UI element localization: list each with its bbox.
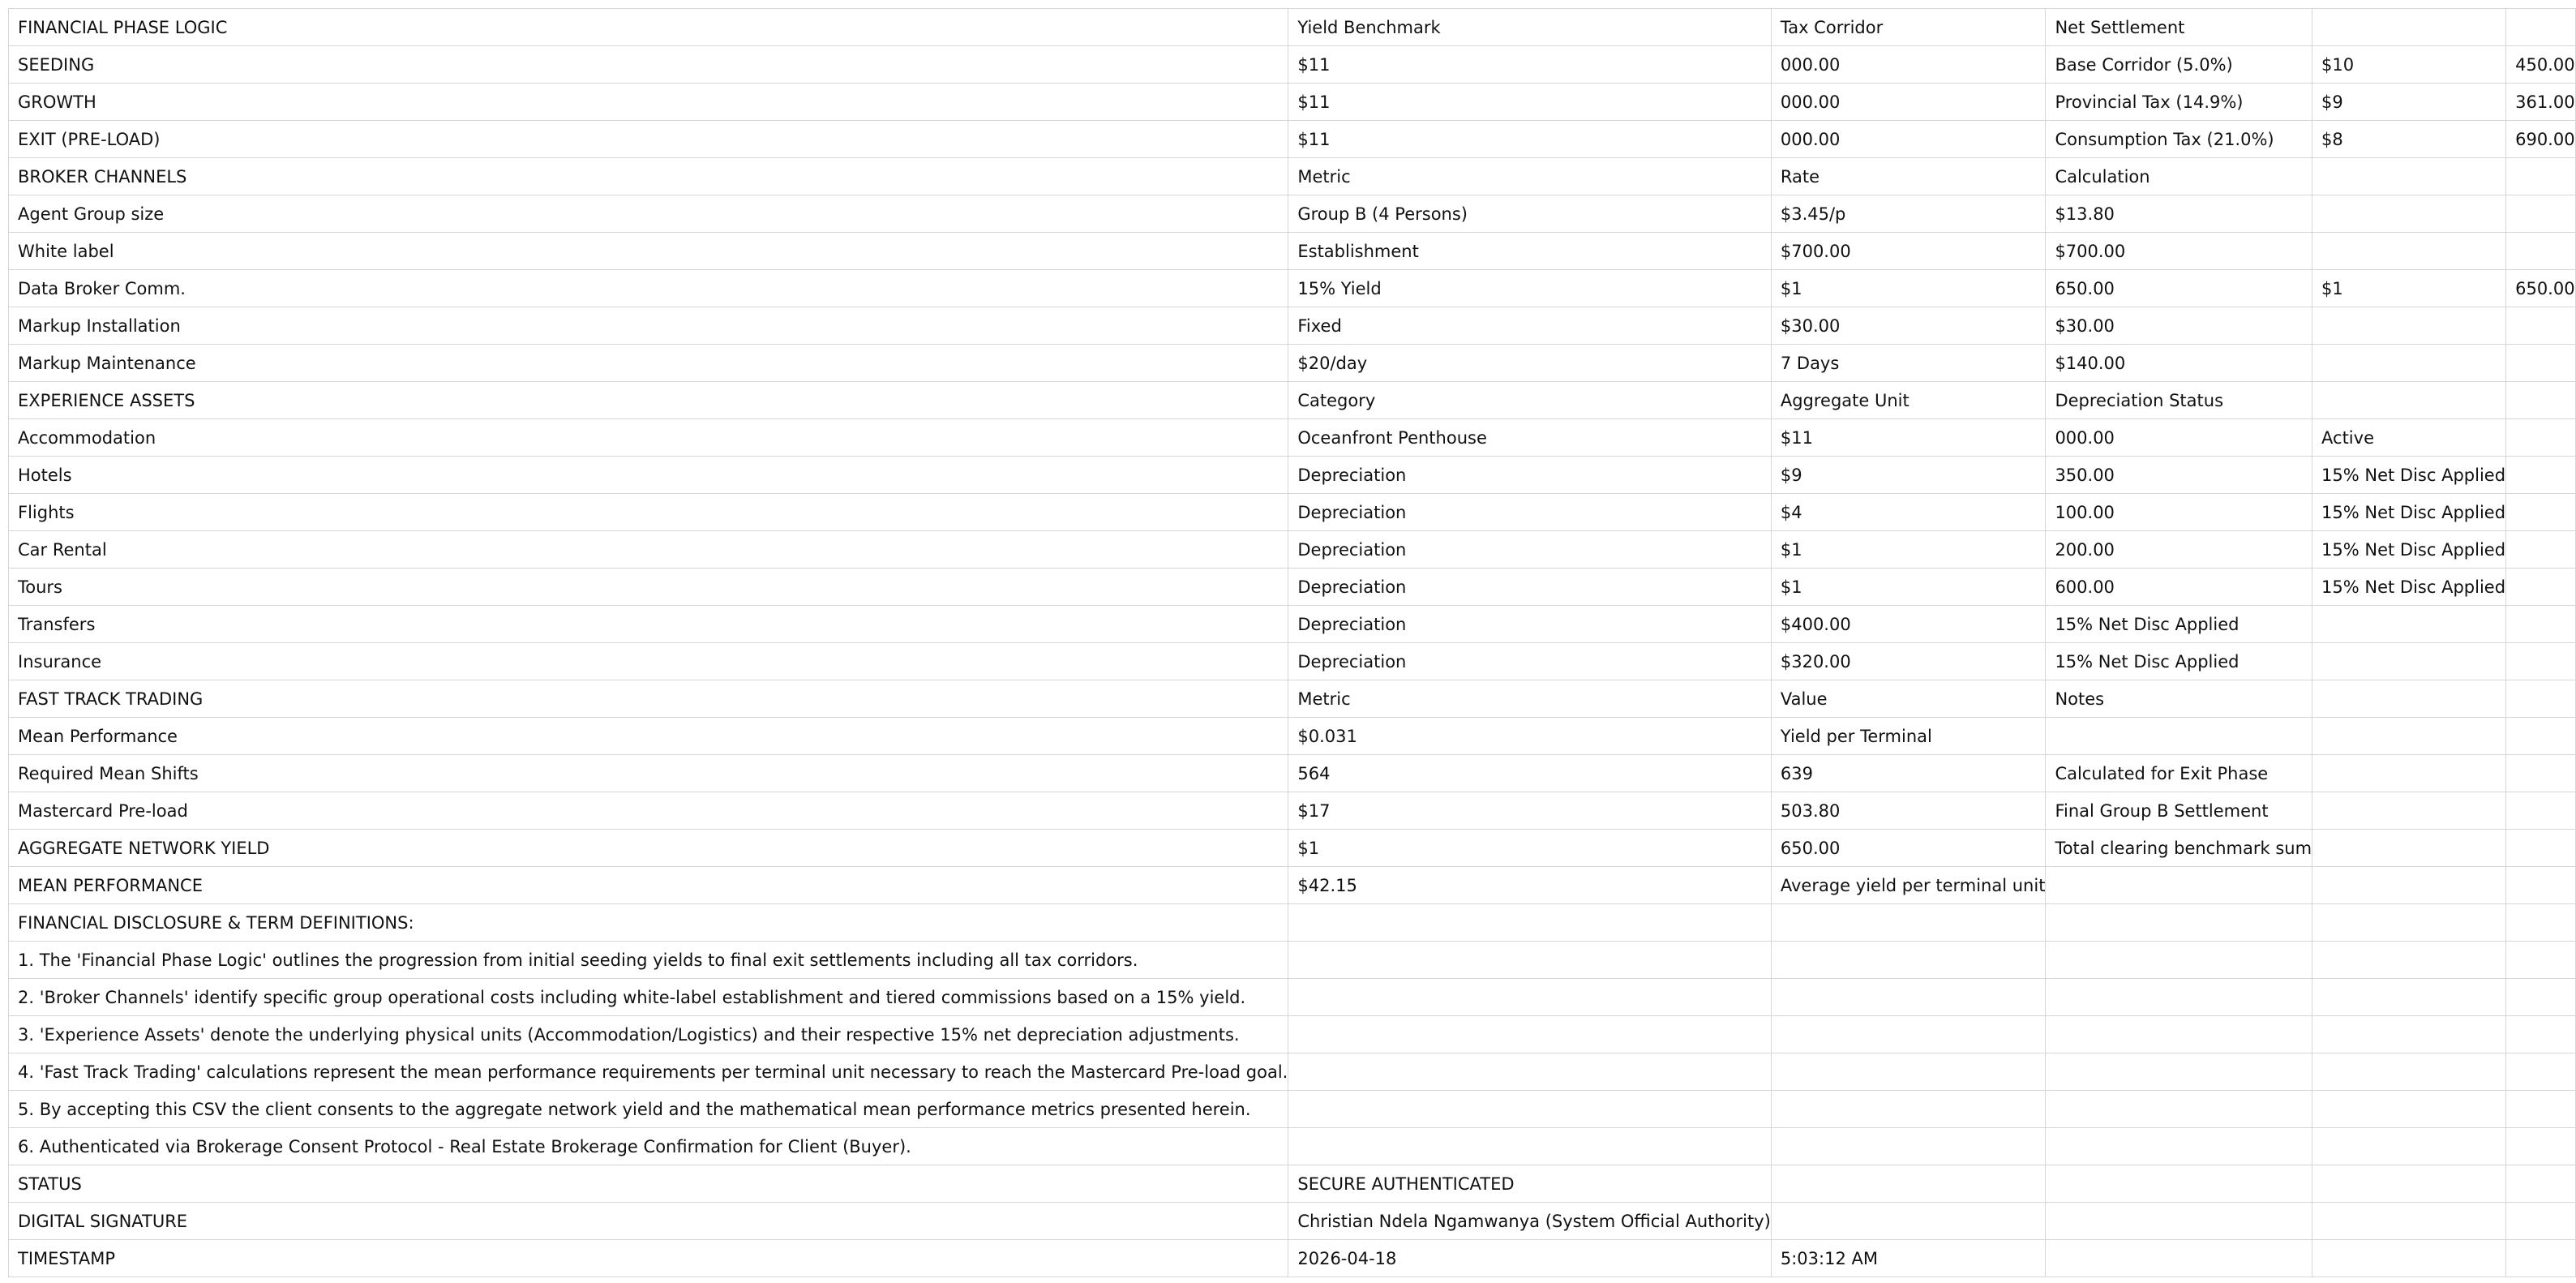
table-cell[interactable]: 15% Net Disc Applied bbox=[2312, 569, 2506, 606]
table-cell[interactable]: Accommodation bbox=[9, 419, 1288, 457]
table-cell[interactable]: 100.00 bbox=[2046, 494, 2312, 531]
table-cell[interactable]: 15% Net Disc Applied bbox=[2312, 457, 2506, 494]
table-cell[interactable]: $4 bbox=[1771, 494, 2046, 531]
table-cell[interactable]: $9 bbox=[1771, 457, 2046, 494]
table-cell[interactable] bbox=[2506, 158, 2576, 195]
table-cell[interactable]: 000.00 bbox=[1771, 121, 2046, 158]
table-cell[interactable]: $10 bbox=[2312, 46, 2506, 84]
table-cell[interactable] bbox=[2046, 1240, 2312, 1277]
table-row bbox=[9, 792, 2576, 830]
table-row bbox=[9, 1053, 2576, 1091]
table-row bbox=[9, 718, 2576, 755]
table-row bbox=[9, 270, 2576, 307]
table-cell[interactable]: 15% Net Disc Applied bbox=[2312, 531, 2506, 569]
table-row bbox=[9, 1240, 2576, 1277]
table-cell[interactable]: 503.80 bbox=[1771, 792, 2046, 830]
table-cell[interactable] bbox=[1288, 1053, 1772, 1091]
table-row bbox=[9, 121, 2576, 158]
table-cell[interactable] bbox=[2506, 494, 2576, 531]
table-cell[interactable] bbox=[2506, 9, 2576, 46]
table-cell[interactable] bbox=[2506, 718, 2576, 755]
table-cell[interactable] bbox=[2312, 792, 2506, 830]
table-cell[interactable] bbox=[2312, 1128, 2506, 1165]
table-cell[interactable]: MEAN PERFORMANCE bbox=[9, 867, 1288, 904]
table-row bbox=[9, 195, 2576, 233]
table-cell[interactable] bbox=[2506, 382, 2576, 419]
table-row bbox=[9, 680, 2576, 718]
table-cell[interactable] bbox=[2506, 1203, 2576, 1240]
table-cell[interactable]: Hotels bbox=[9, 457, 1288, 494]
table-cell[interactable] bbox=[2506, 1165, 2576, 1203]
table-cell[interactable] bbox=[1288, 942, 1772, 979]
table-cell[interactable]: Notes bbox=[2046, 680, 2312, 718]
table-cell[interactable]: EXIT (PRE-LOAD) bbox=[9, 121, 1288, 158]
table-cell[interactable]: 2026-04-18 bbox=[1288, 1240, 1772, 1277]
table-cell[interactable]: 690.00 bbox=[2506, 121, 2576, 158]
table-cell[interactable]: $0.031 bbox=[1288, 718, 1772, 755]
table-cell[interactable]: Average yield per terminal unit bbox=[1771, 867, 2046, 904]
table-row bbox=[9, 755, 2576, 792]
table-cell[interactable]: $1 bbox=[1288, 830, 1772, 867]
table-cell[interactable]: SECURE AUTHENTICATED bbox=[1288, 1165, 1772, 1203]
table-cell[interactable] bbox=[2506, 419, 2576, 457]
table-row bbox=[9, 233, 2576, 270]
table-cell[interactable]: $320.00 bbox=[1771, 643, 2046, 680]
table-cell[interactable] bbox=[2506, 1053, 2576, 1091]
table-cell[interactable] bbox=[2046, 718, 2312, 755]
table-row bbox=[9, 457, 2576, 494]
table-cell[interactable]: Agent Group size bbox=[9, 195, 1288, 233]
table-cell[interactable]: $13.80 bbox=[2046, 195, 2312, 233]
table-cell[interactable] bbox=[1288, 1128, 1772, 1165]
table-cell[interactable] bbox=[2506, 979, 2576, 1016]
table-cell[interactable] bbox=[2506, 606, 2576, 643]
table-cell[interactable]: 2. 'Broker Channels' identify specific group operational costs including white-label establishment and tiered commissions based on a 15% yield. bbox=[9, 979, 1288, 1016]
table-cell[interactable] bbox=[2046, 1128, 2312, 1165]
table-cell[interactable]: 4. 'Fast Track Trading' calculations represent the mean performance requirements per terminal unit necessary to reach the Mastercard Pre-load goal. bbox=[9, 1053, 1288, 1091]
table-cell[interactable]: Calculated for Exit Phase bbox=[2046, 755, 2312, 792]
table-cell[interactable]: Mastercard Pre-load bbox=[9, 792, 1288, 830]
table-row bbox=[9, 643, 2576, 680]
table-cell[interactable] bbox=[1288, 1016, 1772, 1053]
table-cell[interactable] bbox=[2312, 830, 2506, 867]
table-cell[interactable]: $42.15 bbox=[1288, 867, 1772, 904]
table-cell[interactable] bbox=[2312, 307, 2506, 345]
table-cell[interactable] bbox=[1771, 904, 2046, 942]
table-cell[interactable] bbox=[1771, 1165, 2046, 1203]
table-cell[interactable]: 639 bbox=[1771, 755, 2046, 792]
table-cell[interactable] bbox=[1771, 1091, 2046, 1128]
table-cell[interactable]: Tours bbox=[9, 569, 1288, 606]
table-cell[interactable]: 15% Net Disc Applied bbox=[2312, 494, 2506, 531]
table-cell[interactable] bbox=[2312, 345, 2506, 382]
table-cell[interactable]: 15% Yield bbox=[1288, 270, 1772, 307]
table-row bbox=[9, 1203, 2576, 1240]
table-cell[interactable]: Depreciation bbox=[1288, 457, 1772, 494]
table-cell[interactable] bbox=[2506, 942, 2576, 979]
table-row bbox=[9, 84, 2576, 121]
table-cell[interactable] bbox=[2312, 755, 2506, 792]
table-cell[interactable]: 450.00 bbox=[2506, 46, 2576, 84]
table-cell[interactable] bbox=[2312, 904, 2506, 942]
table-cell[interactable]: 6. Authenticated via Brokerage Consent Protocol - Real Estate Brokerage Confirmation for Client (Buyer). bbox=[9, 1128, 1288, 1165]
table-cell[interactable]: Depreciation bbox=[1288, 643, 1772, 680]
table-cell[interactable]: 350.00 bbox=[2046, 457, 2312, 494]
table-cell[interactable] bbox=[2312, 606, 2506, 643]
table-cell[interactable]: Depreciation bbox=[1288, 606, 1772, 643]
table-cell[interactable]: Calculation bbox=[2046, 158, 2312, 195]
table-cell[interactable] bbox=[2312, 867, 2506, 904]
table-cell[interactable]: 564 bbox=[1288, 755, 1772, 792]
table-cell[interactable]: 7 Days bbox=[1771, 345, 2046, 382]
table-cell[interactable]: Net Settlement bbox=[2046, 9, 2312, 46]
table-cell[interactable] bbox=[2506, 1016, 2576, 1053]
table-cell[interactable] bbox=[2312, 195, 2506, 233]
table-cell[interactable]: Yield Benchmark bbox=[1288, 9, 1772, 46]
table-cell[interactable]: 650.00 bbox=[2046, 270, 2312, 307]
table-row bbox=[9, 419, 2576, 457]
table-cell[interactable] bbox=[2312, 1091, 2506, 1128]
table-cell[interactable] bbox=[2046, 1091, 2312, 1128]
table-cell[interactable]: $140.00 bbox=[2046, 345, 2312, 382]
table-cell[interactable]: AGGREGATE NETWORK YIELD bbox=[9, 830, 1288, 867]
table-cell[interactable]: $1 bbox=[1771, 270, 2046, 307]
table-cell[interactable] bbox=[2506, 643, 2576, 680]
table-cell[interactable]: Depreciation bbox=[1288, 569, 1772, 606]
table-cell[interactable]: Data Broker Comm. bbox=[9, 270, 1288, 307]
table-cell[interactable]: TIMESTAMP bbox=[9, 1240, 1288, 1277]
table-cell[interactable] bbox=[2506, 904, 2576, 942]
table-cell[interactable]: 600.00 bbox=[2046, 569, 2312, 606]
table-cell[interactable] bbox=[1288, 979, 1772, 1016]
table-cell[interactable]: FAST TRACK TRADING bbox=[9, 680, 1288, 718]
table-cell[interactable] bbox=[2046, 867, 2312, 904]
table-cell[interactable]: Insurance bbox=[9, 643, 1288, 680]
table-cell[interactable] bbox=[2312, 382, 2506, 419]
table-cell[interactable]: $30.00 bbox=[2046, 307, 2312, 345]
table-cell[interactable]: $11 bbox=[1288, 121, 1772, 158]
table-cell[interactable] bbox=[2312, 718, 2506, 755]
table-cell[interactable]: Metric bbox=[1288, 158, 1772, 195]
table-cell[interactable] bbox=[1288, 904, 1772, 942]
table-cell[interactable] bbox=[2312, 680, 2506, 718]
table-cell[interactable]: Fixed bbox=[1288, 307, 1772, 345]
table-cell[interactable]: $3.45/p bbox=[1771, 195, 2046, 233]
table-cell[interactable]: Markup Maintenance bbox=[9, 345, 1288, 382]
table-cell[interactable] bbox=[2312, 233, 2506, 270]
table-cell[interactable]: $8 bbox=[2312, 121, 2506, 158]
table-cell[interactable]: Christian Ndela Ngamwanya (System Official Authority) bbox=[1288, 1203, 1772, 1240]
table-cell[interactable] bbox=[2506, 830, 2576, 867]
table-cell[interactable]: Provincial Tax (14.9%) bbox=[2046, 84, 2312, 121]
table-row bbox=[9, 569, 2576, 606]
table-cell[interactable]: Mean Performance bbox=[9, 718, 1288, 755]
table-cell[interactable] bbox=[2046, 1165, 2312, 1203]
table-cell[interactable]: Depreciation bbox=[1288, 531, 1772, 569]
table-row bbox=[9, 904, 2576, 942]
table-cell[interactable]: $11 bbox=[1288, 46, 1772, 84]
table-cell[interactable]: FINANCIAL DISCLOSURE & TERM DEFINITIONS: bbox=[9, 904, 1288, 942]
table-cell[interactable] bbox=[2506, 680, 2576, 718]
table-cell[interactable] bbox=[2312, 643, 2506, 680]
table-cell[interactable] bbox=[2046, 979, 2312, 1016]
table-cell[interactable]: 650.00 bbox=[1771, 830, 2046, 867]
table-row bbox=[9, 942, 2576, 979]
table-row bbox=[9, 979, 2576, 1016]
table-cell[interactable]: $20/day bbox=[1288, 345, 1772, 382]
table-cell[interactable] bbox=[1771, 1203, 2046, 1240]
table-row bbox=[9, 1128, 2576, 1165]
table-cell[interactable]: Car Rental bbox=[9, 531, 1288, 569]
table-cell[interactable] bbox=[1771, 1128, 2046, 1165]
table-row bbox=[9, 1165, 2576, 1203]
table-row bbox=[9, 46, 2576, 84]
table-cell[interactable]: 650.00 bbox=[2506, 270, 2576, 307]
table-cell[interactable]: Category bbox=[1288, 382, 1772, 419]
table-row bbox=[9, 158, 2576, 195]
table-cell[interactable]: $1 bbox=[2312, 270, 2506, 307]
table-cell[interactable]: Yield per Terminal bbox=[1771, 718, 2046, 755]
table-cell[interactable] bbox=[1288, 1091, 1772, 1128]
table-row bbox=[9, 867, 2576, 904]
table-cell[interactable] bbox=[1771, 942, 2046, 979]
csv-table bbox=[8, 8, 2576, 1277]
table-cell[interactable] bbox=[2506, 195, 2576, 233]
table-cell[interactable] bbox=[2312, 1053, 2506, 1091]
table-cell[interactable]: STATUS bbox=[9, 1165, 1288, 1203]
table-cell[interactable]: Depreciation bbox=[1288, 494, 1772, 531]
table-cell[interactable] bbox=[2046, 1203, 2312, 1240]
table-cell[interactable]: Required Mean Shifts bbox=[9, 755, 1288, 792]
table-cell[interactable]: Final Group B Settlement bbox=[2046, 792, 2312, 830]
table-cell[interactable]: 000.00 bbox=[2046, 419, 2312, 457]
table-row bbox=[9, 531, 2576, 569]
table-cell[interactable]: $700.00 bbox=[2046, 233, 2312, 270]
table-row bbox=[9, 345, 2576, 382]
table-cell[interactable]: DIGITAL SIGNATURE bbox=[9, 1203, 1288, 1240]
table-cell[interactable] bbox=[2506, 569, 2576, 606]
table-cell[interactable]: $1 bbox=[1771, 569, 2046, 606]
table-cell[interactable] bbox=[2312, 1240, 2506, 1277]
table-cell[interactable] bbox=[2506, 233, 2576, 270]
table-cell[interactable]: Aggregate Unit bbox=[1771, 382, 2046, 419]
table-cell[interactable]: $30.00 bbox=[1771, 307, 2046, 345]
table-cell[interactable]: $1 bbox=[1771, 531, 2046, 569]
table-cell[interactable] bbox=[2506, 792, 2576, 830]
table-cell[interactable]: 15% Net Disc Applied bbox=[2046, 643, 2312, 680]
table-cell[interactable]: Oceanfront Penthouse bbox=[1288, 419, 1772, 457]
table-cell[interactable] bbox=[2046, 942, 2312, 979]
table-row bbox=[9, 1091, 2576, 1128]
csv-table-body bbox=[9, 9, 2576, 1277]
table-cell[interactable] bbox=[2046, 1016, 2312, 1053]
table-row bbox=[9, 830, 2576, 867]
table-cell[interactable] bbox=[2312, 979, 2506, 1016]
table-cell[interactable] bbox=[2312, 942, 2506, 979]
table-cell[interactable]: 361.00 bbox=[2506, 84, 2576, 121]
table-row bbox=[9, 9, 2576, 46]
table-cell[interactable]: GROWTH bbox=[9, 84, 1288, 121]
table-cell[interactable]: 5. By accepting this CSV the client consents to the aggregate network yield and the mathematical mean performance metrics presented herein. bbox=[9, 1091, 1288, 1128]
table-row bbox=[9, 606, 2576, 643]
table-cell[interactable] bbox=[2506, 1091, 2576, 1128]
table-cell[interactable]: $11 bbox=[1288, 84, 1772, 121]
table-cell[interactable]: Establishment bbox=[1288, 233, 1772, 270]
table-cell[interactable]: 3. 'Experience Assets' denote the underlying physical units (Accommodation/Logistics) and their respective 15% net depreciation adjustments. bbox=[9, 1016, 1288, 1053]
table-cell[interactable]: $400.00 bbox=[1771, 606, 2046, 643]
table-cell[interactable]: Rate bbox=[1771, 158, 2046, 195]
table-cell[interactable] bbox=[2046, 904, 2312, 942]
table-cell[interactable] bbox=[2312, 9, 2506, 46]
table-cell[interactable] bbox=[2506, 307, 2576, 345]
table-cell[interactable]: Group B (4 Persons) bbox=[1288, 195, 1772, 233]
table-cell[interactable]: $9 bbox=[2312, 84, 2506, 121]
table-cell[interactable]: $700.00 bbox=[1771, 233, 2046, 270]
table-cell[interactable]: $17 bbox=[1288, 792, 1772, 830]
table-cell[interactable]: Metric bbox=[1288, 680, 1772, 718]
table-cell[interactable] bbox=[2312, 1016, 2506, 1053]
table-cell[interactable]: Value bbox=[1771, 680, 2046, 718]
table-cell[interactable] bbox=[2506, 1240, 2576, 1277]
table-cell[interactable]: Transfers bbox=[9, 606, 1288, 643]
table-cell[interactable]: 200.00 bbox=[2046, 531, 2312, 569]
table-cell[interactable]: Markup Installation bbox=[9, 307, 1288, 345]
table-cell[interactable]: $11 bbox=[1771, 419, 2046, 457]
table-cell[interactable]: Tax Corridor bbox=[1771, 9, 2046, 46]
table-row bbox=[9, 307, 2576, 345]
table-cell[interactable]: Base Corridor (5.0%) bbox=[2046, 46, 2312, 84]
table-cell[interactable]: FINANCIAL PHASE LOGIC bbox=[9, 9, 1288, 46]
table-cell[interactable] bbox=[2506, 345, 2576, 382]
table-cell[interactable]: 15% Net Disc Applied bbox=[2046, 606, 2312, 643]
table-cell[interactable] bbox=[2312, 1203, 2506, 1240]
table-cell[interactable] bbox=[2506, 755, 2576, 792]
table-cell[interactable] bbox=[1771, 1053, 2046, 1091]
table-row bbox=[9, 382, 2576, 419]
table-row bbox=[9, 494, 2576, 531]
table-cell[interactable] bbox=[2046, 1053, 2312, 1091]
table-cell[interactable]: Flights bbox=[9, 494, 1288, 531]
table-cell[interactable]: EXPERIENCE ASSETS bbox=[9, 382, 1288, 419]
table-cell[interactable] bbox=[2312, 158, 2506, 195]
table-cell[interactable]: SEEDING bbox=[9, 46, 1288, 84]
table-cell[interactable] bbox=[2506, 867, 2576, 904]
table-cell[interactable]: Consumption Tax (21.0%) bbox=[2046, 121, 2312, 158]
table-cell[interactable]: Depreciation Status bbox=[2046, 382, 2312, 419]
table-cell[interactable] bbox=[1771, 1016, 2046, 1053]
table-cell[interactable] bbox=[2312, 1165, 2506, 1203]
table-cell[interactable] bbox=[2506, 1128, 2576, 1165]
table-cell[interactable]: 000.00 bbox=[1771, 46, 2046, 84]
table-cell[interactable]: 000.00 bbox=[1771, 84, 2046, 121]
table-cell[interactable] bbox=[1771, 979, 2046, 1016]
table-cell[interactable]: 1. The 'Financial Phase Logic' outlines the progression from initial seeding yields to final exit settlements including all tax corridors. bbox=[9, 942, 1288, 979]
table-cell[interactable]: Total clearing benchmark sum bbox=[2046, 830, 2312, 867]
table-cell[interactable]: BROKER CHANNELS bbox=[9, 158, 1288, 195]
table-cell[interactable] bbox=[2506, 457, 2576, 494]
table-row bbox=[9, 1016, 2576, 1053]
table-cell[interactable]: Active bbox=[2312, 419, 2506, 457]
table-cell[interactable] bbox=[2506, 531, 2576, 569]
table-cell[interactable]: White label bbox=[9, 233, 1288, 270]
table-cell[interactable]: 5:03:12 AM bbox=[1771, 1240, 2046, 1277]
